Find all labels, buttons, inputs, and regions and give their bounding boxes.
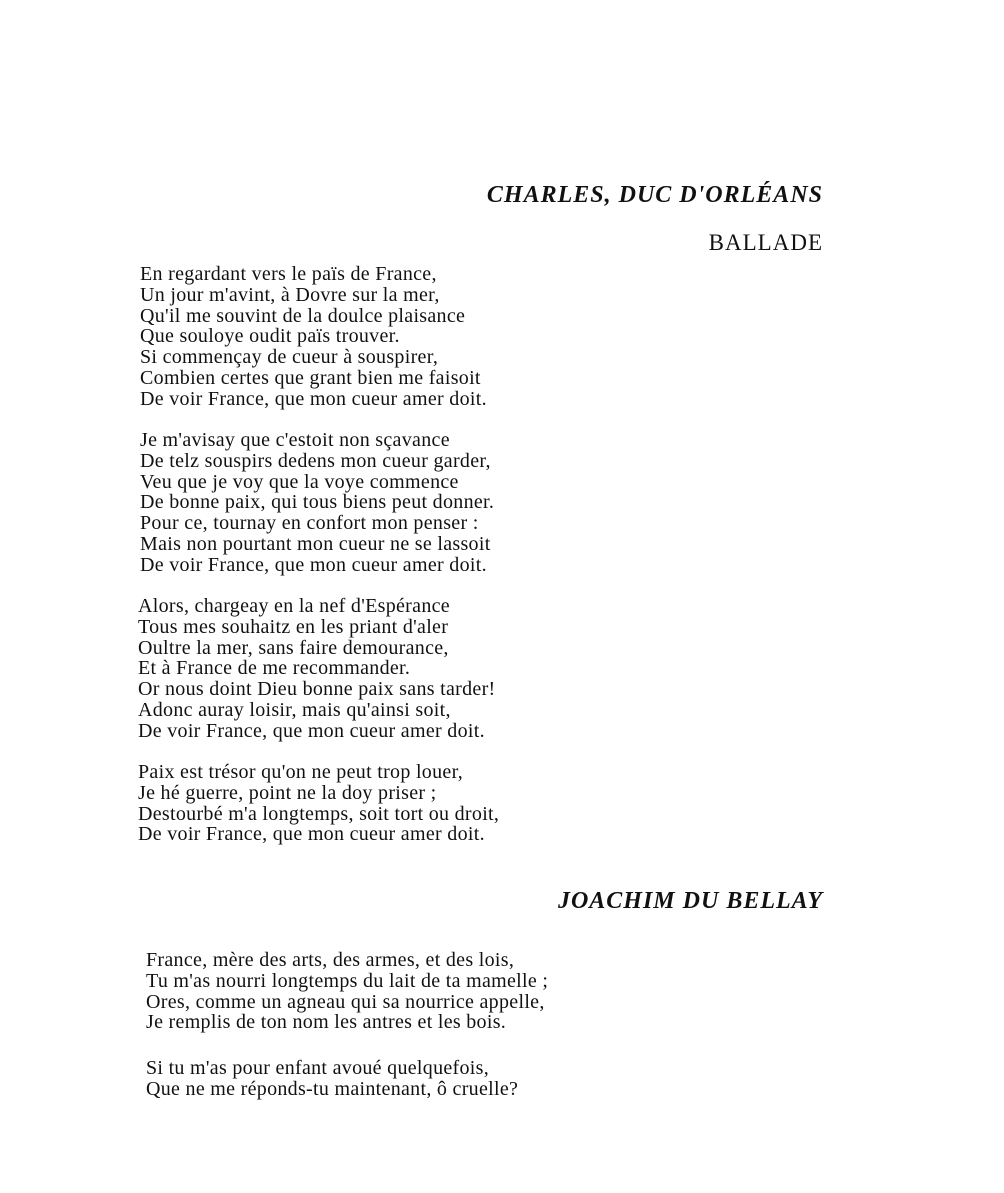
verse-line: Et à France de me recommander. <box>138 657 411 680</box>
verse-line: De voir France, que mon cueur amer doit. <box>140 553 487 576</box>
poem-title-ballade: BALLADE <box>708 230 823 255</box>
sonnet-stanza-1 <box>146 950 548 1033</box>
verse-line: Si commençay de cueur à souspirer, <box>140 346 439 369</box>
verse-line: Paix est trésor qu'on ne peut trop louer, <box>138 761 464 783</box>
sonnet-stanza-2 <box>146 1058 518 1100</box>
verse-line: Tous mes souhaitz en les priant d'aler <box>138 615 449 638</box>
verse-line: Pour ce, tournay en confort mon penser : <box>140 512 479 535</box>
verse-line: En regardant vers le païs de France, <box>140 263 437 285</box>
verse-line: Oultre la mer, sans faire demourance, <box>138 636 449 659</box>
verse-line: Or nous doint Dieu bonne paix sans tarder! <box>138 678 496 701</box>
ballade-stanza-3 <box>138 596 496 742</box>
verse-line: France, mère des arts, des armes, et des lois, <box>146 949 515 971</box>
verse-line: Adonc auray loisir, mais qu'ainsi soit, <box>138 698 451 721</box>
verse-line: Que ne me réponds-tu maintenant, ô cruelle? <box>146 1077 519 1100</box>
verse-line: De telz souspirs dedens mon cueur garder, <box>140 449 491 472</box>
verse-line: Combien certes que grant bien me faisoit <box>140 366 481 389</box>
ballade-stanza-1 <box>140 264 487 410</box>
author-heading-charles-d-orleans: CHARLES, DUC D'ORLÉANS <box>486 182 823 208</box>
verse-line: Tu m'as nourri longtemps du lait de ta mamelle ; <box>146 969 549 992</box>
verse-line: Mais non pourtant mon cueur ne se lassoit <box>140 532 491 555</box>
verse-line: Que souloye oudit païs trouver. <box>140 325 400 348</box>
verse-line: De voir France, que mon cueur amer doit. <box>138 719 485 742</box>
author-heading-joachim-du-bellay: JOACHIM DU BELLAY <box>557 888 823 914</box>
ballade-stanza-2 <box>140 430 494 576</box>
verse-line: Alors, chargeay en la nef d'Espérance <box>138 595 450 617</box>
verse-line: Je m'avisay que c'estoit non sçavance <box>140 429 450 451</box>
verse-line: Veu que je voy que la voye commence <box>140 470 459 493</box>
verse-line: Destourbé m'a longtemps, soit tort ou droit, <box>138 802 500 825</box>
verse-line: Un jour m'avint, à Dovre sur la mer, <box>140 283 440 306</box>
verse-line: Qu'il me souvint de la doulce plaisance <box>140 304 466 327</box>
verse-line: Ores, comme un agneau qui sa nourrice appelle, <box>146 990 545 1013</box>
verse-line: De voir France, que mon cueur amer doit. <box>140 387 487 410</box>
verse-line: Je hé guerre, point ne la doy priser ; <box>138 781 437 804</box>
verse-line: Si tu m'as pour enfant avoué quelquefois, <box>146 1057 490 1079</box>
verse-line: Je remplis de ton nom les antres et les bois. <box>146 1011 507 1034</box>
ballade-envoi <box>138 762 499 845</box>
verse-line: De bonne paix, qui tous biens peut donner. <box>140 491 495 514</box>
verse-line: De voir France, que mon cueur amer doit. <box>138 823 485 846</box>
